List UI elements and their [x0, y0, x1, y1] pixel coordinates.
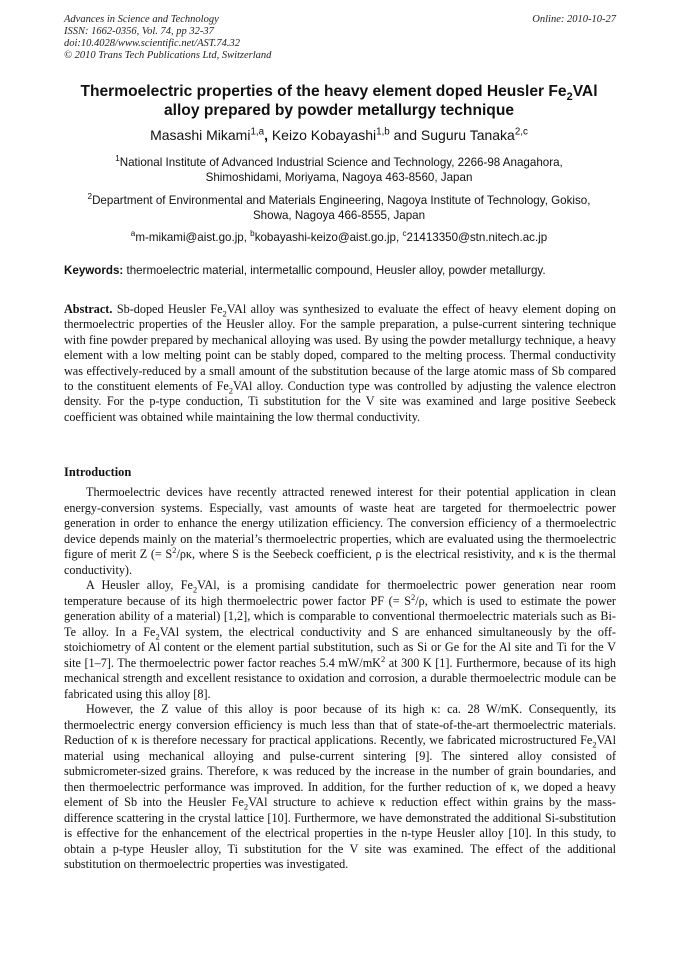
author-separator: and [389, 127, 421, 143]
author-name: Keizo Kobayashi [271, 127, 377, 143]
subscript: 2 [243, 801, 249, 812]
subscript: 2 [592, 739, 597, 750]
affiliation-text: Showa, Nagoya 466-8555, Japan [252, 209, 426, 222]
introduction-body [64, 485, 616, 873]
paragraph [64, 485, 616, 578]
paragraph-text: A Heusler alloy, Fe [86, 578, 193, 592]
subscript: 2 [222, 308, 227, 319]
email-mark: a [130, 229, 136, 239]
subscript: 2 [228, 385, 234, 396]
email-mark: c [402, 229, 407, 239]
email-mark: b [250, 229, 255, 239]
affiliation-text: Shimoshidami, Moriyama, Nagoya 463-8560, Japan [205, 171, 473, 184]
affiliation-number: 2 [87, 192, 93, 202]
doi-line: doi:10.4028/www.scientific.net/AST.74.32 [64, 38, 241, 49]
keywords-label: Keywords: [64, 264, 124, 277]
paragraph [64, 578, 616, 702]
author-name: Suguru Tanaka [420, 127, 515, 143]
section-heading-introduction: Introduction [64, 465, 132, 479]
paragraph-text: Thermoelectric devices have recently attracted renewed interest for their potential application in clean energy-conversion systems. Especially, vast amounts of waste heat are targeted for thermoelectric power generation in order to enhance the energy utilization efficiency. The conversion efficiency of a thermoelectric device depends mainly on the material’s thermoelectric properties, which are evaluated using the thermoelectric figure of merit Z (= S [64, 485, 616, 561]
paragraph-text: /ρ, which is used to estimate the power generation ability of a material) [1,2], which is comparable to conventional thermoelectric materials such as Bi-Te alloy. In a Fe [64, 593, 616, 639]
paragraph-text: However, the Z value of this alloy is poor because of its high κ: ca. 28 W/mK. Consequently, its thermoelectric energy conversion efficiency is much less than that of state-of-the-art thermoelectric materials. Reduction of κ is therefore necessary for practical applications. Recently, we fabricated microstructured Fe [64, 702, 616, 747]
email-address: m-mikami@aist.go.jp, [135, 231, 251, 244]
author-affiliation-mark: 2,c [514, 126, 528, 138]
affiliation-line [60, 193, 618, 208]
keywords [64, 263, 616, 278]
abstract-label: Abstract. [64, 302, 113, 316]
paragraph-text: VAl structure to achieve κ reduction effect within grains by the mass-difference scattering in the crystal lattice [10]. Furthermore, we have demonstrated the additional Si-substitution is effective for the enhancement of the electrical properties in the n-type Heusler alloy [10]. In this study, to obtain a p-type Heusler alloy, Ti substitution for the V site was examined. The effect of the additional substitution on thermoelectric properties was investigated. [64, 795, 616, 871]
affiliation-line [60, 155, 618, 170]
superscript: 2 [380, 653, 386, 664]
affiliation-text: National Institute of Advanced Industrial Science and Technology, 2266-98 Anagahora, [119, 156, 563, 169]
subscript: 2 [192, 584, 198, 595]
title-subscript: 2 [566, 91, 573, 104]
author-name: Masashi Mikami [150, 127, 251, 143]
affiliation-number: 1 [115, 154, 120, 164]
title-line-1 [60, 82, 618, 104]
issn-line: ISSN: 1662-0356, Vol. 74, pp 32-37 [64, 26, 214, 37]
author-separator: , [264, 127, 272, 143]
online-date: Online: 2010-10-27 [532, 14, 616, 25]
paragraph-text: at 300 K [1]. Furthermore, because of its high mechanical strength and excellent resistance to oxidation and corrosion, a durable thermoelectric module can be fabricated using this alloy [8]. [64, 655, 616, 701]
author-affiliation-mark: 1,a [250, 126, 265, 138]
paragraph [64, 702, 616, 873]
paragraph-text: VAl system, the electrical conductivity and S are enhanced simultaneously by the off-stoichiometry of Al content or the element partial substitution, such as Si or Ge for the Al site and Ti for the V site [1–7]. The thermoelectric power factor reaches 5.4 mW/mK [64, 624, 616, 670]
superscript: 2 [172, 544, 177, 555]
affiliation-2 [60, 193, 618, 223]
superscript: 2 [411, 591, 416, 602]
author-list [60, 127, 618, 144]
journal-name: Advances in Science and Technology [64, 14, 219, 25]
abstract-text: Sb-doped Heusler Fe [112, 302, 223, 316]
abstract [64, 302, 616, 425]
keywords-text: thermoelectric material, intermetallic compound, Heusler alloy, powder metallurgy. [123, 264, 546, 277]
email-address: 21413350@stn.nitech.ac.jp [406, 231, 548, 244]
paragraph-text: /ρκ, where S is the Seebeck coefficient, ρ is the electrical resistivity, and κ is the thermal conductivity). [64, 547, 616, 577]
title-line-2: alloy prepared by powder metallurgy technique [163, 102, 515, 119]
subscript: 2 [155, 630, 160, 641]
paper-title [60, 82, 618, 120]
affiliation-1 [60, 155, 618, 185]
journal-header [64, 14, 271, 62]
affiliation-text: Department of Environmental and Materials Engineering, Nagoya Institute of Technology, Gokiso, [92, 194, 591, 207]
abstract-text: VAl alloy was synthesized to evaluate the effect of heavy element doping on thermoelectric properties of the Heusler alloy. For the sample preparation, a pulse-current sintering technique with fine powder prepared by mechanical alloying was used. By using the powder metallurgy technique, a heavy element with a low melting point can be stably doped, compared to the melting process. Thermal conductivity was effectively-reduced by a small amount of the substitution because of the large atomic mass of Sb compared to the constituent elements of Fe [64, 302, 616, 394]
title-text: VAl [572, 83, 598, 100]
paragraph-text: VAl, is a promising candidate for thermoelectric power generation near room temperature because of its high thermoelectric power factor PF (= S [64, 578, 617, 608]
abstract-text: VAl alloy. Conduction type was controlled by adjusting the valence electron density. For the p-type conduction, Ti substitution for the V site was examined and large positive Seebeck coefficient was obtained while maintaining the low thermal conductivity. [64, 379, 617, 424]
email-address: kobayashi-keizo@aist.go.jp, [254, 231, 403, 244]
author-affiliation-mark: 1,b [376, 126, 390, 138]
title-text: Thermoelectric properties of the heavy element doped Heusler Fe [80, 83, 567, 100]
copyright-line: © 2010 Trans Tech Publications Ltd, Switzerland [64, 50, 272, 61]
author-emails [60, 230, 618, 245]
paragraph-text: VAl material using mechanical alloying and pulse-current sintering [9]. The sintered alloy consisted of submicrometer-sized grains. Therefore, κ was reduced by the increase in the number of grain boundaries, and then thermoelectric performance was improved. In addition, for the further reduction of κ, we doped a heavy element of Sb into the Heusler Fe [64, 733, 616, 809]
